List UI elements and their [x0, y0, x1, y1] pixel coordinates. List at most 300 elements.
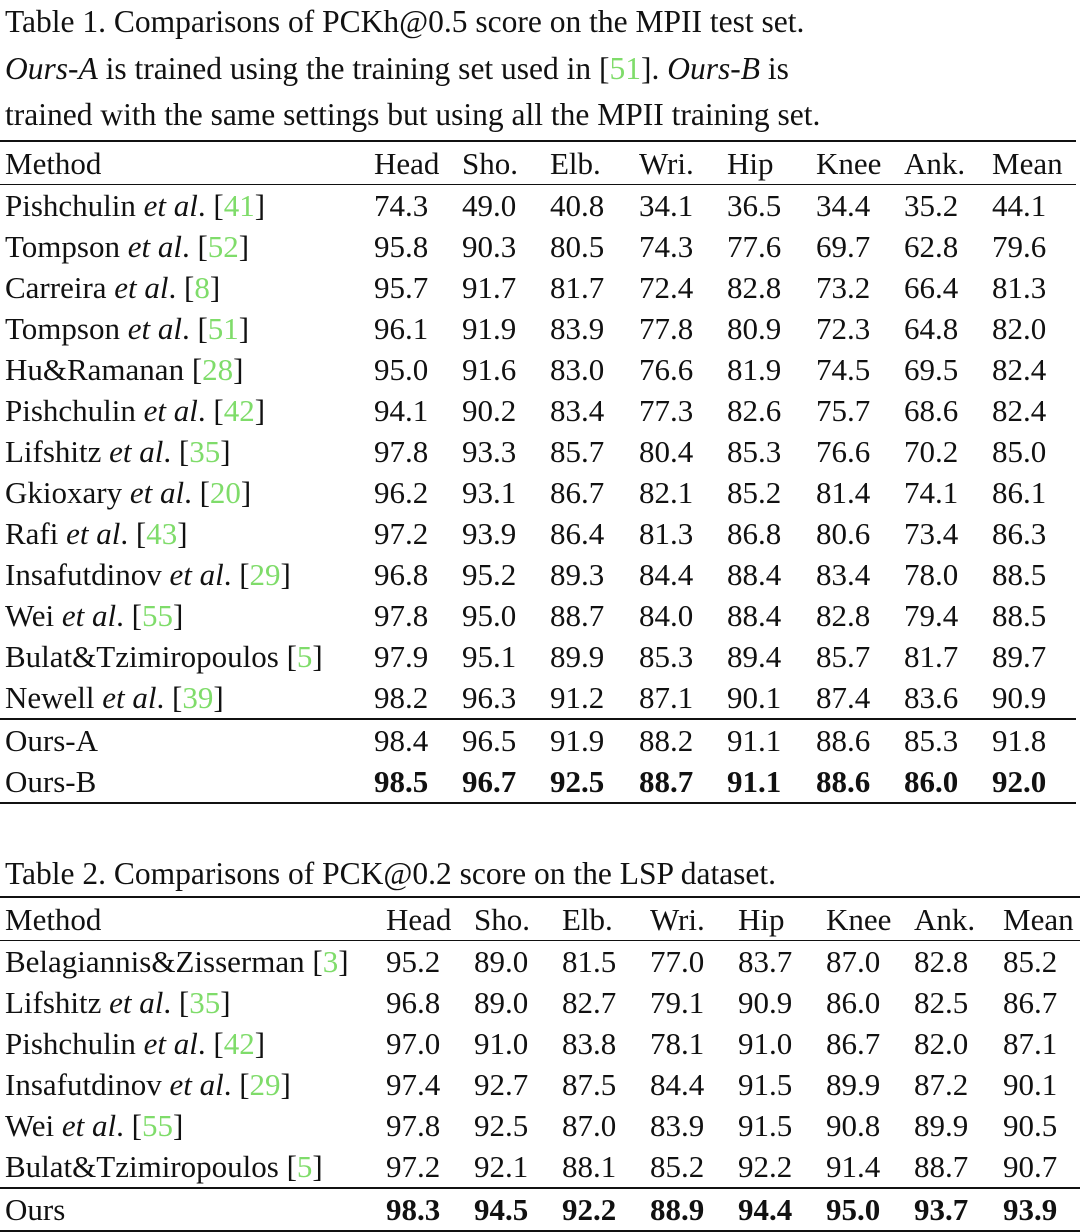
score-cell: 77.0 [650, 944, 705, 979]
citation-link[interactable]: 8 [194, 270, 210, 305]
score-cell: 93.1 [462, 475, 517, 510]
et-al-text: et al [109, 434, 164, 469]
method-cell: Pishchulin et al. [42] [5, 1026, 266, 1061]
score-cell: 74.3 [639, 229, 694, 264]
score-cell: 98.3 [386, 1192, 441, 1227]
method-name: Insafutdinov [5, 557, 170, 592]
score-cell: 89.0 [474, 944, 529, 979]
et-al-text: et al [102, 680, 157, 715]
table-row [0, 513, 1076, 554]
column-header-elb: Elb. [562, 897, 650, 941]
score-cell: 74.3 [374, 188, 429, 223]
score-cell: 98.5 [374, 764, 429, 799]
table2-lsp-results [0, 896, 1080, 1232]
citation-link[interactable]: 52 [207, 229, 239, 264]
method-cell: Insafutdinov et al. [29] [5, 1067, 291, 1102]
score-cell: 96.8 [374, 557, 429, 592]
column-header-head: Head [374, 141, 462, 185]
column-header-mean: Mean [1003, 897, 1080, 941]
score-cell: 89.3 [550, 557, 605, 592]
score-cell: 88.6 [816, 723, 871, 758]
score-cell: 85.7 [816, 639, 871, 674]
score-cell: 97.0 [386, 1026, 441, 1061]
score-cell: 90.3 [462, 229, 517, 264]
score-cell: 88.1 [562, 1149, 617, 1184]
score-cell: 95.8 [374, 229, 429, 264]
score-cell: 97.4 [386, 1067, 441, 1102]
score-cell: 95.2 [462, 557, 517, 592]
method-cell: Hu&Ramanan [28] [5, 352, 244, 387]
citation-link[interactable]: 29 [249, 557, 281, 592]
score-cell: 91.1 [727, 723, 782, 758]
score-cell: 95.2 [386, 944, 441, 979]
score-cell: 92.7 [474, 1067, 529, 1102]
table-row [0, 941, 1080, 983]
score-cell: 90.8 [826, 1108, 881, 1143]
table1-caption-line3: trained with the same settings but using all the MPII training set. [5, 97, 821, 132]
score-cell: 80.6 [816, 516, 871, 551]
ours-b-label: Ours-B [667, 50, 761, 86]
method-name: Ours [5, 1192, 66, 1227]
score-cell: 77.8 [639, 311, 694, 346]
score-cell: 78.0 [904, 557, 959, 592]
citation-link[interactable]: 51 [609, 50, 642, 86]
method-name: Insafutdinov [5, 1067, 170, 1102]
score-cell: 89.7 [992, 639, 1047, 674]
score-cell: 34.1 [639, 188, 694, 223]
method-cell: Rafi et al. [43] [5, 516, 188, 551]
score-cell: 69.7 [816, 229, 871, 264]
method-cell: Insafutdinov et al. [29] [5, 557, 291, 592]
score-cell: 86.7 [826, 1026, 881, 1061]
method-name: Gkioxary [5, 475, 130, 510]
score-cell: 89.0 [474, 985, 529, 1020]
et-al-text: et al [169, 557, 224, 592]
score-cell: 92.0 [992, 764, 1047, 799]
method-cell: Lifshitz et al. [35] [5, 434, 231, 469]
method-cell: Tompson et al. [52] [5, 229, 250, 264]
score-cell: 95.1 [462, 639, 517, 674]
score-cell: 95.0 [374, 352, 429, 387]
table-row [0, 308, 1076, 349]
score-cell: 96.2 [374, 475, 429, 510]
et-al-text: et al [169, 1067, 224, 1102]
score-cell: 82.1 [639, 475, 694, 510]
table-row [0, 226, 1076, 267]
citation-link[interactable]: 42 [223, 393, 255, 428]
score-cell: 73.2 [816, 270, 871, 305]
et-al-text: et al [66, 516, 121, 551]
score-cell: 94.4 [738, 1192, 793, 1227]
score-cell: 94.1 [374, 393, 429, 428]
score-cell: 82.7 [562, 985, 617, 1020]
table1-caption-line1: Table 1. Comparisons of PCKh@0.5 score on the MPII test set. [5, 4, 805, 39]
score-cell: 97.8 [374, 434, 429, 469]
score-cell: 81.5 [562, 944, 617, 979]
citation-link[interactable]: 41 [223, 188, 255, 223]
score-cell: 91.8 [992, 723, 1047, 758]
score-cell: 83.8 [562, 1026, 617, 1061]
et-al-text: et al [143, 1026, 198, 1061]
method-name: Hu&Ramanan [5, 352, 192, 387]
method-name: Lifshitz [5, 434, 110, 469]
score-cell: 84.4 [639, 557, 694, 592]
method-name: Bulat&Tzimiropoulos [5, 1149, 287, 1184]
table1-header-row [0, 141, 1076, 185]
method-cell: Gkioxary et al. [20] [5, 475, 252, 510]
score-cell: 98.4 [374, 723, 429, 758]
score-cell: 87.1 [1003, 1026, 1058, 1061]
score-cell: 64.8 [904, 311, 959, 346]
method-cell: Wei et al. [55] [5, 598, 184, 633]
score-cell: 88.7 [914, 1149, 969, 1184]
citation-link[interactable]: 5 [296, 639, 313, 674]
column-header-elb: Elb. [550, 141, 639, 185]
score-cell: 91.0 [474, 1026, 529, 1061]
table-row [0, 595, 1076, 636]
method-cell: Wei et al. [55] [5, 1108, 184, 1143]
score-cell: 95.7 [374, 270, 429, 305]
ours-row [0, 1188, 1080, 1231]
score-cell: 92.2 [562, 1192, 617, 1227]
citation-link[interactable]: 42 [223, 1026, 255, 1061]
column-header-knee: Knee [816, 141, 904, 185]
method-cell: Bulat&Tzimiropoulos [5] [5, 639, 323, 674]
score-cell: 88.7 [550, 598, 605, 633]
score-cell: 89.9 [550, 639, 605, 674]
score-cell: 90.7 [1003, 1149, 1058, 1184]
table2-header-row [0, 897, 1080, 941]
score-cell: 85.7 [550, 434, 605, 469]
score-cell: 90.2 [462, 393, 517, 428]
score-cell: 79.4 [904, 598, 959, 633]
score-cell: 75.7 [816, 393, 871, 428]
score-cell: 85.3 [904, 723, 959, 758]
score-cell: 88.5 [992, 598, 1047, 633]
score-cell: 88.4 [727, 598, 782, 633]
score-cell: 93.3 [462, 434, 517, 469]
score-cell: 82.8 [727, 270, 782, 305]
score-cell: 83.0 [550, 352, 605, 387]
score-cell: 77.3 [639, 393, 694, 428]
ours-row [0, 761, 1076, 803]
column-header-mean: Mean [992, 141, 1076, 185]
table-row [0, 1023, 1080, 1064]
score-cell: 91.5 [738, 1067, 793, 1102]
score-cell: 96.3 [462, 680, 517, 715]
score-cell: 83.6 [904, 680, 959, 715]
score-cell: 80.5 [550, 229, 605, 264]
score-cell: 68.6 [904, 393, 959, 428]
table-row [0, 431, 1076, 472]
score-cell: 81.3 [639, 516, 694, 551]
citation-link[interactable]: 5 [296, 1149, 313, 1184]
method-name: Carreira [5, 270, 115, 305]
score-cell: 88.9 [650, 1192, 705, 1227]
score-cell: 97.2 [374, 516, 429, 551]
citation-link[interactable]: 39 [182, 680, 214, 715]
score-cell: 82.0 [992, 311, 1047, 346]
column-header-ank: Ank. [914, 897, 1003, 941]
score-cell: 81.7 [550, 270, 605, 305]
score-cell: 62.8 [904, 229, 959, 264]
score-cell: 91.5 [738, 1108, 793, 1143]
score-cell: 81.7 [904, 639, 959, 674]
et-al-text: et al [143, 393, 198, 428]
column-header-hip: Hip [727, 141, 816, 185]
score-cell: 86.7 [1003, 985, 1058, 1020]
score-cell: 86.0 [904, 764, 959, 799]
citation-link[interactable]: 43 [146, 516, 178, 551]
method-cell: Belagiannis&Zisserman [3] [5, 944, 349, 979]
table-row [0, 982, 1080, 1023]
table1-mpii-results [0, 140, 1076, 804]
score-cell: 80.4 [639, 434, 694, 469]
score-cell: 72.3 [816, 311, 871, 346]
column-header-sho: Sho. [474, 897, 562, 941]
column-header-knee: Knee [826, 897, 914, 941]
method-cell: Tompson et al. [51] [5, 311, 250, 346]
method-name: Ours-B [5, 764, 97, 799]
score-cell: 76.6 [816, 434, 871, 469]
citation-link[interactable]: 35 [189, 985, 221, 1020]
method-name: Bulat&Tzimiropoulos [5, 639, 287, 674]
score-cell: 90.9 [738, 985, 793, 1020]
score-cell: 70.2 [904, 434, 959, 469]
score-cell: 91.0 [738, 1026, 793, 1061]
table2-caption: Table 2. Comparisons of PCK@0.2 score on the LSP dataset. [5, 856, 777, 891]
score-cell: 83.7 [738, 944, 793, 979]
score-cell: 85.3 [639, 639, 694, 674]
score-cell: 96.1 [374, 311, 429, 346]
score-cell: 85.3 [727, 434, 782, 469]
column-header-hip: Hip [738, 897, 826, 941]
score-cell: 81.4 [816, 475, 871, 510]
score-cell: 86.3 [992, 516, 1047, 551]
column-header-wri: Wri. [650, 897, 738, 941]
score-cell: 84.0 [639, 598, 694, 633]
table-row [0, 185, 1076, 227]
score-cell: 74.5 [816, 352, 871, 387]
et-al-text: et al [61, 1108, 117, 1143]
score-cell: 96.8 [386, 985, 441, 1020]
score-cell: 81.9 [727, 352, 782, 387]
score-cell: 91.9 [462, 311, 517, 346]
column-header-wri: Wri. [639, 141, 727, 185]
score-cell: 91.9 [550, 723, 605, 758]
table-row [0, 472, 1076, 513]
et-al-text: et al [127, 311, 182, 346]
method-name: Lifshitz [5, 985, 110, 1020]
method-cell: Pishchulin et al. [41] [5, 188, 266, 223]
score-cell: 87.0 [826, 944, 881, 979]
score-cell: 87.5 [562, 1067, 617, 1102]
score-cell: 81.3 [992, 270, 1047, 305]
score-cell: 92.2 [738, 1149, 793, 1184]
score-cell: 95.0 [462, 598, 517, 633]
table-row [0, 677, 1076, 719]
table1-caption [5, 0, 1065, 139]
score-cell: 36.5 [727, 188, 782, 223]
score-cell: 82.6 [727, 393, 782, 428]
score-cell: 79.6 [992, 229, 1047, 264]
score-cell: 94.5 [474, 1192, 529, 1227]
et-al-text: et al [109, 985, 164, 1020]
score-cell: 85.2 [650, 1149, 705, 1184]
score-cell: 77.6 [727, 229, 782, 264]
column-header-method: Method [0, 897, 386, 941]
score-cell: 85.2 [1003, 944, 1058, 979]
et-al-text: et al [143, 188, 198, 223]
score-cell: 82.4 [992, 393, 1047, 428]
score-cell: 35.2 [904, 188, 959, 223]
method-cell: Pishchulin et al. [42] [5, 393, 266, 428]
score-cell: 93.9 [1003, 1192, 1058, 1227]
score-cell: 90.5 [1003, 1108, 1058, 1143]
ours-a-label: Ours-A [5, 50, 98, 86]
table-row [0, 554, 1076, 595]
score-cell: 88.6 [816, 764, 871, 799]
method-cell: Lifshitz et al. [35] [5, 985, 231, 1020]
score-cell: 98.2 [374, 680, 429, 715]
column-header-head: Head [386, 897, 474, 941]
score-cell: 95.0 [826, 1192, 881, 1227]
method-name: Tompson [5, 229, 128, 264]
method-cell: Bulat&Tzimiropoulos [5] [5, 1149, 323, 1184]
score-cell: 90.9 [992, 680, 1047, 715]
citation-link[interactable]: 20 [209, 475, 241, 510]
table-row [0, 390, 1076, 431]
score-cell: 82.8 [816, 598, 871, 633]
score-cell: 91.7 [462, 270, 517, 305]
score-cell: 93.9 [462, 516, 517, 551]
column-header-sho: Sho. [462, 141, 550, 185]
table-row [0, 1146, 1080, 1188]
score-cell: 87.1 [639, 680, 694, 715]
score-cell: 83.4 [816, 557, 871, 592]
score-cell: 87.2 [914, 1067, 969, 1102]
score-cell: 73.4 [904, 516, 959, 551]
score-cell: 69.5 [904, 352, 959, 387]
score-cell: 92.5 [550, 764, 605, 799]
score-cell: 96.5 [462, 723, 517, 758]
citation-link[interactable]: 55 [141, 1108, 173, 1143]
score-cell: 93.7 [914, 1192, 969, 1227]
method-name: Pishchulin [5, 1026, 144, 1061]
citation-link[interactable]: 3 [322, 944, 339, 979]
column-header-ank: Ank. [904, 141, 992, 185]
score-cell: 66.4 [904, 270, 959, 305]
method-name: Rafi [5, 516, 67, 551]
table-row [0, 1064, 1080, 1105]
score-cell: 88.5 [992, 557, 1047, 592]
score-cell: 97.2 [386, 1149, 441, 1184]
method-name: Newell [5, 680, 103, 715]
score-cell: 83.9 [550, 311, 605, 346]
score-cell: 86.7 [550, 475, 605, 510]
score-cell: 86.4 [550, 516, 605, 551]
score-cell: 85.2 [727, 475, 782, 510]
score-cell: 89.9 [826, 1067, 881, 1102]
method-name: Pishchulin [5, 393, 144, 428]
score-cell: 97.8 [374, 598, 429, 633]
score-cell: 87.4 [816, 680, 871, 715]
score-cell: 91.6 [462, 352, 517, 387]
table-row [0, 1105, 1080, 1146]
score-cell: 89.4 [727, 639, 782, 674]
ours-row [0, 719, 1076, 761]
score-cell: 91.2 [550, 680, 605, 715]
score-cell: 84.4 [650, 1067, 705, 1102]
method-cell: Newell et al. [39] [5, 680, 224, 715]
score-cell: 92.1 [474, 1149, 529, 1184]
citation-link[interactable]: 28 [202, 352, 234, 387]
score-cell: 79.1 [650, 985, 705, 1020]
score-cell: 74.1 [904, 475, 959, 510]
score-cell: 82.4 [992, 352, 1047, 387]
score-cell: 86.1 [992, 475, 1047, 510]
score-cell: 72.4 [639, 270, 694, 305]
score-cell: 82.8 [914, 944, 969, 979]
citation-link[interactable]: 55 [141, 598, 173, 633]
score-cell: 97.8 [386, 1108, 441, 1143]
method-name: Wei [5, 598, 62, 633]
score-cell: 89.9 [914, 1108, 969, 1143]
citation-link[interactable]: 51 [207, 311, 239, 346]
score-cell: 90.1 [1003, 1067, 1058, 1102]
score-cell: 80.9 [727, 311, 782, 346]
table1-caption-line2: Ours-A is trained using the training set used in [51]. Ours-B is [5, 50, 789, 86]
score-cell: 76.6 [639, 352, 694, 387]
score-cell: 90.1 [727, 680, 782, 715]
score-cell: 91.4 [826, 1149, 881, 1184]
method-name: Belagiannis&Zisserman [5, 944, 313, 979]
method-cell: Carreira et al. [8] [5, 270, 221, 305]
table-row [0, 267, 1076, 308]
column-header-method: Method [0, 141, 374, 185]
score-cell: 49.0 [462, 188, 517, 223]
score-cell: 96.7 [462, 764, 517, 799]
score-cell: 83.4 [550, 393, 605, 428]
score-cell: 87.0 [562, 1108, 617, 1143]
method-name: Wei [5, 1108, 62, 1143]
score-cell: 40.8 [550, 188, 605, 223]
score-cell: 88.2 [639, 723, 694, 758]
score-cell: 34.4 [816, 188, 871, 223]
et-al-text: et al [129, 475, 185, 510]
score-cell: 85.0 [992, 434, 1047, 469]
et-al-text: et al [127, 229, 182, 264]
score-cell: 88.7 [639, 764, 694, 799]
score-cell: 82.5 [914, 985, 969, 1020]
score-cell: 86.0 [826, 985, 881, 1020]
et-al-text: et al [114, 270, 169, 305]
score-cell: 44.1 [992, 188, 1047, 223]
citation-link[interactable]: 35 [189, 434, 221, 469]
score-cell: 83.9 [650, 1108, 705, 1143]
score-cell: 91.1 [727, 764, 782, 799]
score-cell: 78.1 [650, 1026, 705, 1061]
et-al-text: et al [61, 598, 117, 633]
score-cell: 97.9 [374, 639, 429, 674]
citation-link[interactable]: 29 [249, 1067, 281, 1102]
score-cell: 86.8 [727, 516, 782, 551]
method-name: Pishchulin [5, 188, 144, 223]
score-cell: 92.5 [474, 1108, 529, 1143]
table-row [0, 636, 1076, 677]
score-cell: 88.4 [727, 557, 782, 592]
score-cell: 82.0 [914, 1026, 969, 1061]
